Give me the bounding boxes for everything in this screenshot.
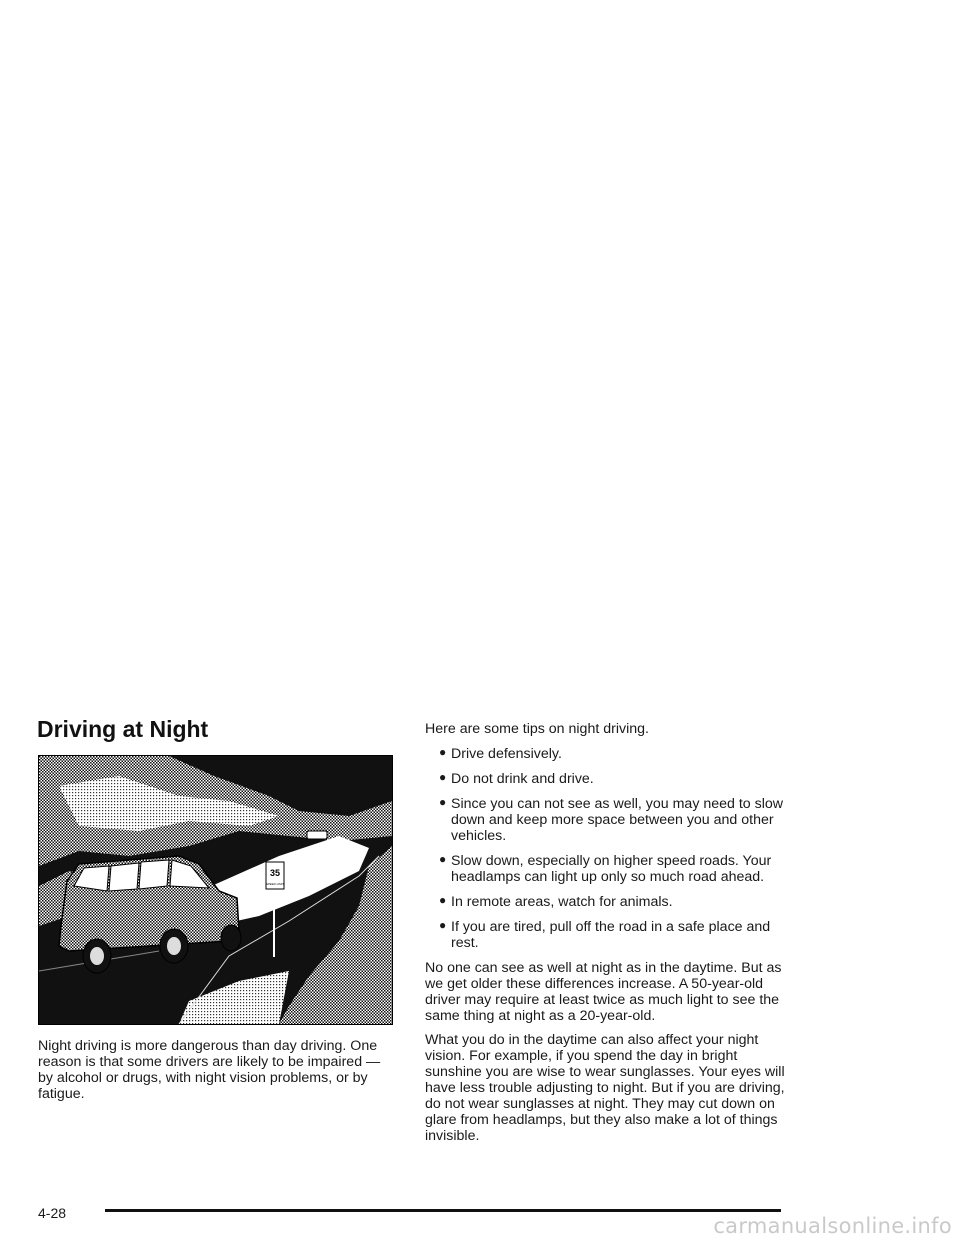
bullet-icon: ● [439,852,447,866]
tip-item [425,894,785,910]
body-paragraph: No one can see as well at night as in the daytime. But as we get older these differences increase. A 50-year-old driver may require at least twice as much light to see the same thing at night as a 20-year-old. [425,960,782,1024]
tip-item [425,919,785,951]
tips-list [425,746,785,951]
bullet-icon: ● [439,745,447,759]
tip-item [425,796,785,844]
tip-text: Do not drink and drive. [451,771,594,787]
tip-text: Since you can not see as well, you may need to slow down and keep more space between you and other vehicles. [451,796,784,844]
tips-intro: Here are some tips on night driving. [425,721,649,737]
night-driving-illustration [38,755,393,1025]
tip-text: Slow down, especially on higher speed roads. Your headlamps can light up only so much road ahead. [451,853,772,885]
footer-rule [105,1209,781,1212]
body-paragraph: What you do in the daytime can also affect your night vision. For example, if you spend the day in bright sunshine you are wise to wear sunglasses. Your eyes will have less trouble adjusting to night. But if you are driving, do not wear sunglasses at night. They may cut down on glare from headlamps, but they also make a lot of things invisible. [425,1032,785,1144]
tip-item [425,771,785,787]
bullet-icon: ● [439,795,447,809]
page-number: 4-28 [38,1205,67,1221]
intro-paragraph: Night driving is more dangerous than day driving. One reason is that some drivers are likely to be impaired — by alcohol or drugs, with night vision problems, or by fatigue. [38,1038,381,1102]
tip-item [425,853,785,885]
tip-text: In remote areas, watch for animals. [451,894,673,910]
tip-text: If you are tired, pull off the road in a safe place and rest. [451,919,771,951]
bullet-icon: ● [439,893,447,907]
tips-column [425,721,785,1152]
watermark: carmanualsonline.info [713,1214,952,1238]
sign-text: SPEED LIMIT [265,882,285,886]
bullet-icon: ● [439,918,447,932]
tip-text: Drive defensively. [451,746,562,762]
page-title: Driving at Night [37,716,209,742]
bullet-icon: ● [439,770,447,784]
sign-number: 35 [269,868,281,878]
tip-item [425,746,785,762]
